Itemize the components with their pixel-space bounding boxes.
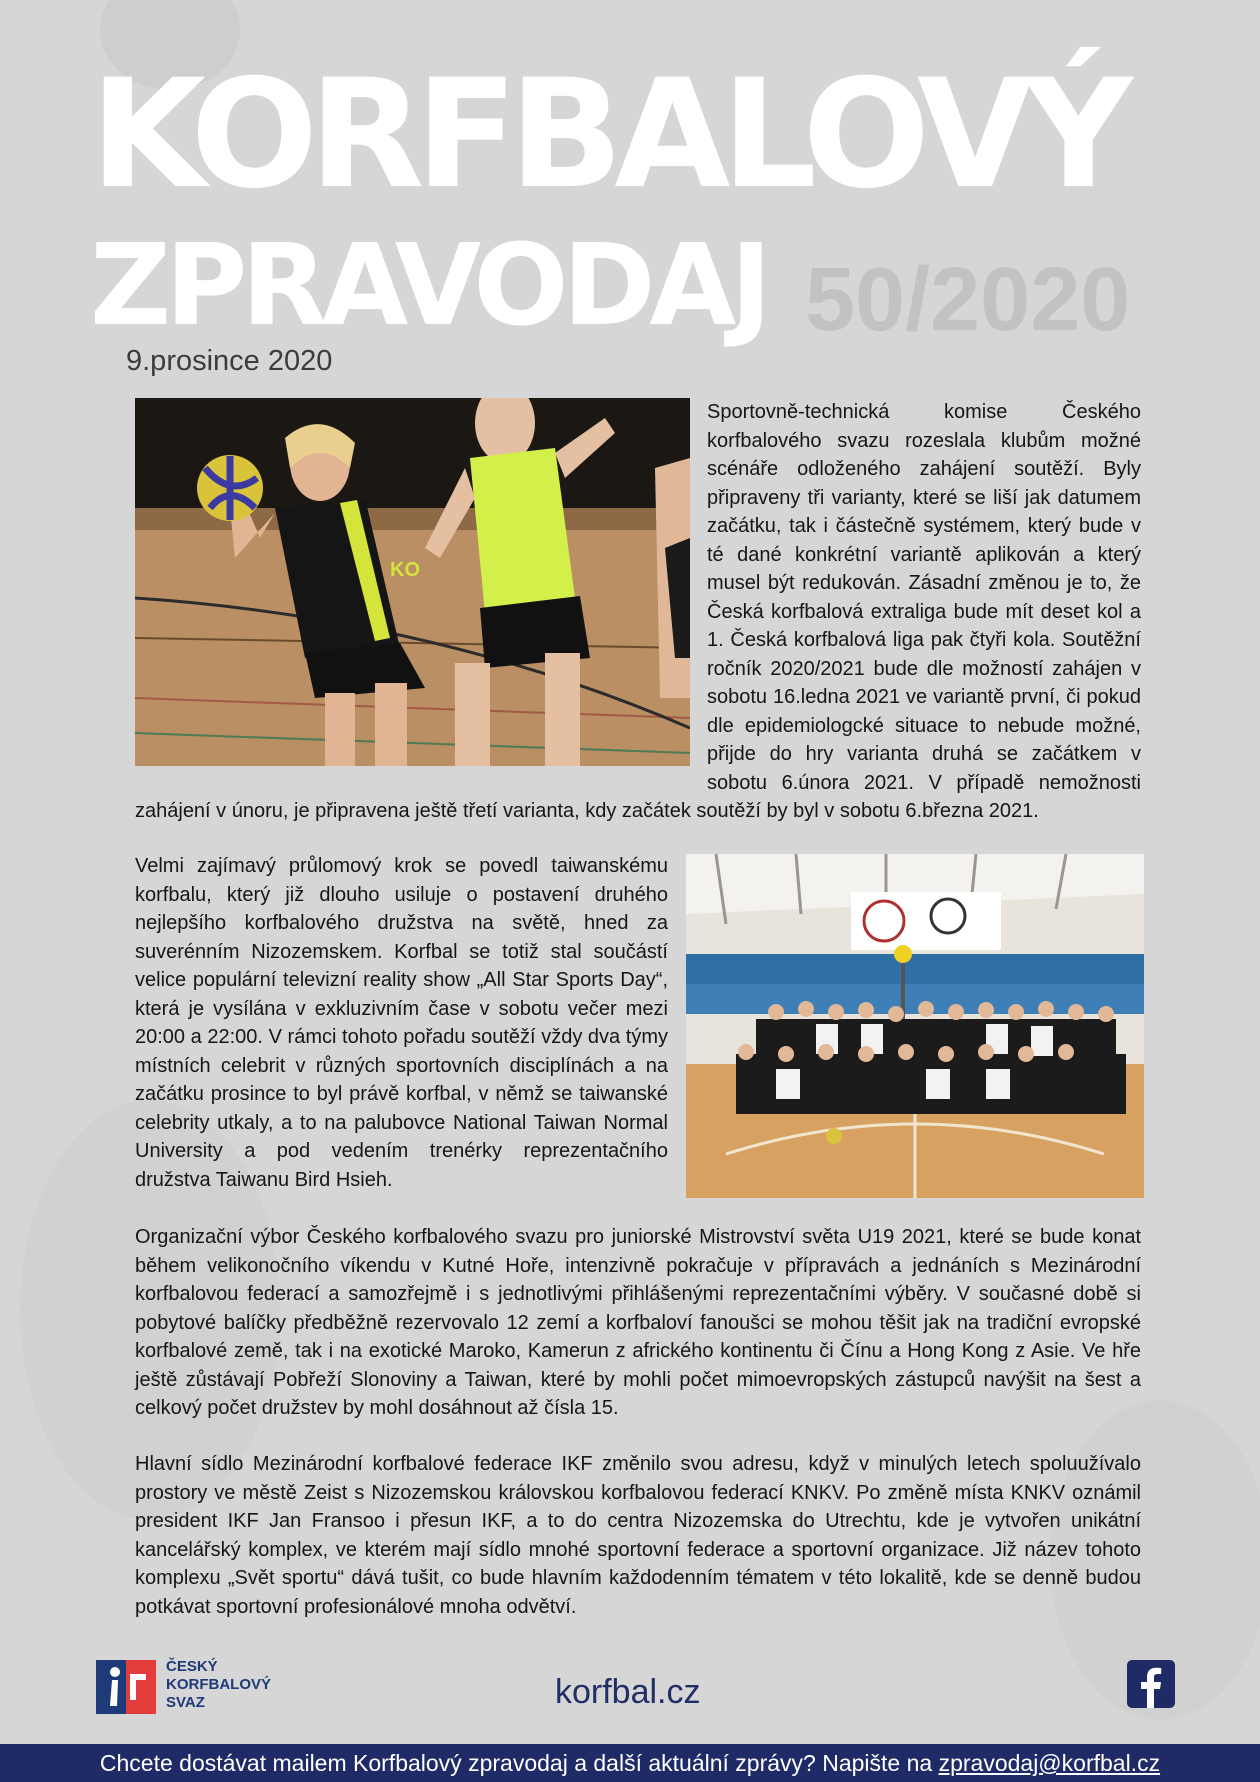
- photo-taiwan-team: [686, 854, 1144, 1198]
- article-competition-start-text: Sportovně-technická komise Českého korfbalového svazu rozeslala klubům možné scénáře odloženého zahájení soutěží. Byly připraveny tři varianty, které se liší jak datumem začátku, tak i částečně systémem, který bude v té dané konkrétní variantě aplikován a který musel být redukován. Zásadní změnou je to, že Česká korfbalová extraliga bude mít deset kol a 1. Česká korfbalová liga pak čtyři kola. Soutěžní ročník 2020/2021 bude dle možností zahájen v sobotu 16.ledna 2021 ve variantě první, či pokud dle epidemiologcké situace to nebude možné, přijde do hry varianta druhá se začátkem v sobotu 6.února 2021. V případě nemožnosti zahájení v únoru, je připravena ještě třetí varianta, kdy začátek soutěží by byl v sobotu 6.března 2021.: [135, 401, 1141, 822]
- cks-logo-line: ČESKÝ: [166, 1658, 218, 1675]
- subscribe-bar: [0, 1744, 1260, 1782]
- subscribe-text: Chcete dostávat mailem Korfbalový zpravodaj a další aktuální zprávy? Napište na: [99, 1750, 939, 1776]
- article-taiwan-korfball: [135, 852, 1141, 1208]
- article-u19-text: Organizační výbor Českého korfbalového svazu pro juniorské Mistrovství světa U19 2021, které se bude konat během velikonočního víkendu v Kutné Hoře, intenzivně pokračuje v přípravách a jednáních s Mezinárodní korfbalovou federací a samozřejmě i s jednotlivými přihlášenými reprezentačními výběry. V současné době si pobytové balíčky předběžně rezervovalo 12 zemí a korfbaloví fanoušci se mohou těšit jak na tradiční evropské korfbalové země, tak i na exotické Maroko, Kamerun z afrického kontinentu či Čínu a Hong Kong z Asie. Ve hře ještě zůstávají Pobřeží Slonoviny a Taiwan, které by mohli počet mimoevropských zástupců navýšit na šest a celkový počet družstev by mohl dosáhnout až čísla 15.: [135, 1226, 1141, 1419]
- article-competition-start: [135, 398, 1141, 826]
- article-u19-world-championship: [135, 1223, 1141, 1423]
- issue-date: 9.prosince 2020: [126, 345, 333, 377]
- photo-jersey-text: KO: [390, 559, 420, 581]
- article-taiwan-korfball-text: Velmi zajímavý průlomový krok se povedl taiwanskému korfbalu, který již dlouho usiluje o postavení druhého nejlepšího korfbalového družstva na světě, hned za suverénním Nizozemskem. Korfbal se totiž stal součástí velice populární televizní reality show „All Star Sports Day“, která je vysílána v exkluzivním čase v sobotu večer mezi 20:00 a 22:00. V rámci tohoto pořadu soutěží vždy dva týmy místních celebrit v různých sportovních disciplínách a na začátku prosince to byl právě korfbal, v němž se taiwanské celebrity utkaly, a to na palubovce National Taiwan Normal University a pod vedením trenérky reprezentačního družstva Taiwanu Bird Hsieh.: [135, 855, 668, 1191]
- subscribe-email-link[interactable]: zpravodaj@korfbal.cz: [938, 1750, 1161, 1776]
- photo-taiwan-team-image: [686, 854, 1144, 1198]
- masthead-title: KORFBALOVÝ: [90, 48, 1124, 222]
- cks-logo-text: [166, 1658, 316, 1712]
- cks-logo-line: KORFBALOVÝ: [166, 1676, 271, 1693]
- photo-korfball-match: [135, 398, 690, 766]
- article-ikf-text: Hlavní sídlo Mezinárodní korfbalové federace IKF změnilo svou adresu, když v minulých letech spoluužívalo prostory ve městě Zeist s Nizozemskou královskou korfbalovou federací KNKV. Po změně místa KNKV oznámil president IKF Jan Fransoo i přesun IKF, a to do centra Nizozemska do Utrechtu, kde je vytvořen unikátní kancelářský komplex, ve kterém mají sídlo mnohé sportovní federace a sportovní organizace. Již název tohoto komplexu „Svět sportu“ dává tušit, co bude hlavním každodenním tématem v této lokalitě, kde se denně budou potkávat sportovní profesionálové mnoha odvětví.: [135, 1453, 1141, 1618]
- masthead-subtitle: ZPRAVODAJ: [90, 221, 766, 351]
- cks-logo[interactable]: [96, 1658, 326, 1718]
- issue-number: 50/2020: [805, 250, 1131, 350]
- cks-logo-icon: [96, 1660, 156, 1714]
- photo-korfball-match-image: [135, 398, 690, 766]
- cks-logo-line: SVAZ: [166, 1694, 205, 1711]
- masthead: [90, 48, 1180, 351]
- facebook-icon[interactable]: [1127, 1660, 1175, 1708]
- article-ikf-headquarters: [135, 1450, 1141, 1621]
- website-link[interactable]: korfbal.cz: [555, 1673, 701, 1711]
